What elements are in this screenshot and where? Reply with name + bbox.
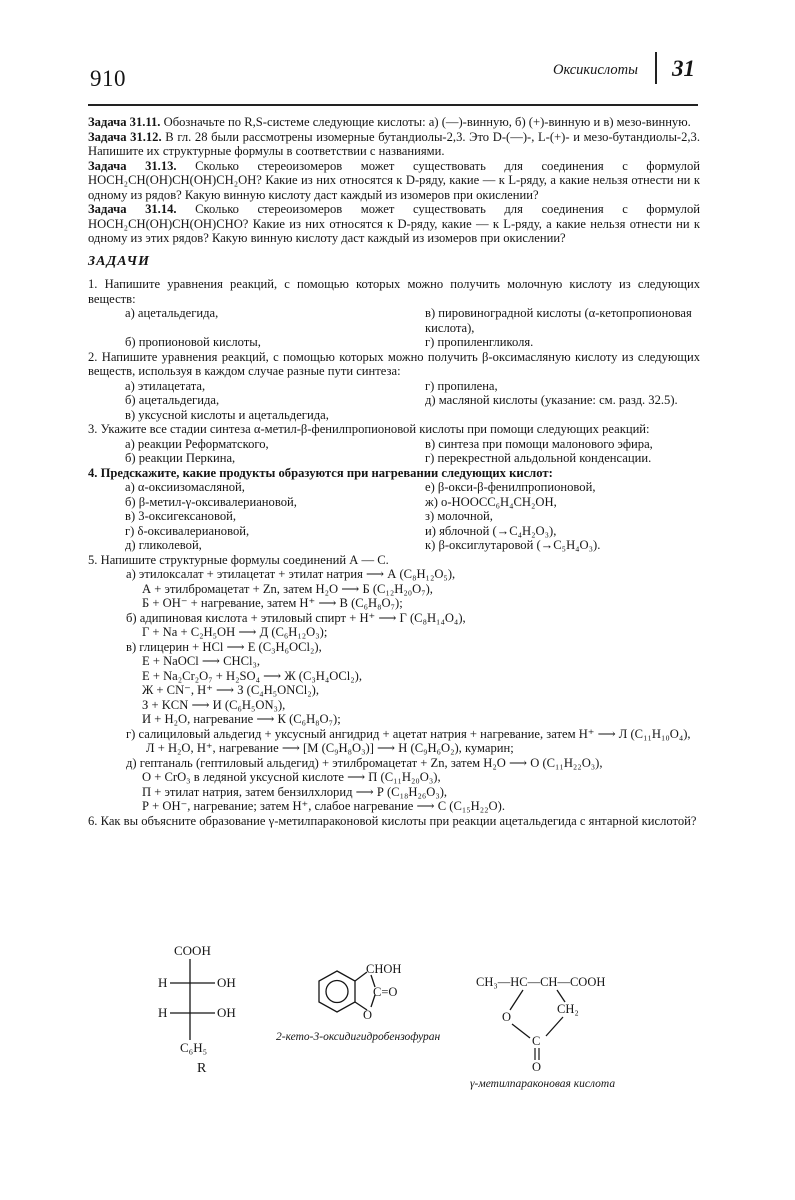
list-item: б) β-метил-γ-оксивалериановой, xyxy=(125,494,297,509)
list-item: д) масляной кислоты (указание: см. разд. 32.5). xyxy=(425,393,678,407)
exercise-2: 2. Напишите уравнения реакций, с помощью которых можно получить β-оксимасляную кислоту из следующих веществ, используя в каждом случае разные пути синтеза: xyxy=(88,349,700,378)
paraconic-top-chain: CH₃—HC—CH—COOH xyxy=(476,975,606,989)
reaction-line: O + CrO₃ в ледяной уксусной кислоте ⟶ П (C₁₁H₂₀O₃), xyxy=(142,770,441,784)
fischer-projection xyxy=(158,943,236,1076)
reaction-line: Р + OH⁻, нагревание; затем H⁺, слабое нагревание ⟶ С (C₁₅H₂₂O). xyxy=(142,799,505,813)
list-item: в) уксусной кислоты и ацетальдегида, xyxy=(125,407,329,422)
fischer-config-label: R xyxy=(197,1061,207,1076)
list-item: и) яблочной (→C₄H₂O₃), xyxy=(425,523,557,538)
list-item: г) перекрестной альдольной конденсации. xyxy=(425,451,652,465)
exercise-1-items xyxy=(125,306,700,350)
reaction-line: З + KCN ⟶ И (C₆H₅ON₃), xyxy=(142,697,286,712)
exercise-4: 4. Предскажите, какие продукты образуются при нагревании следующих кислот: xyxy=(88,465,553,480)
paraconic-carbonyl-o: O xyxy=(532,1060,542,1074)
reaction-line: г) салициловый альдегид + уксусный ангидрид + ацетат натрия + нагревание, затем H⁺ ⟶ Л (C₁₁H₁₀O₄), xyxy=(126,726,691,741)
list-item: к) β-оксиглутаровой (→C₅H₄O₃). xyxy=(425,538,601,552)
exercise-6: 6. Как вы объясните образование γ-метилпараконовой кислоты при реакции ацетальдегида с янтарной кислотой? xyxy=(88,813,697,828)
section-title: ЗАДАЧИ xyxy=(88,253,151,269)
problem-31-13: Задача 31.13. Сколько стереоизомеров может существовать для соединения с формулой HOCH₂CH(OH)CH(OH)CH₂OH? Какие из них относятся к D-ряду, какие — к L-ряду, а какие нельзя отнести ни к одному из рядов? Какую винную кислоту даст каждый из изомеров при окислении? xyxy=(88,158,701,202)
list-item: б) пропионовой кислоты, xyxy=(125,335,261,349)
fischer-top-label: COOH xyxy=(174,943,211,958)
page-body xyxy=(88,115,700,828)
reaction-line: Л + H₂O, H⁺, нагревание ⟶ [М (C₉H₈O₃)] ⟶ Н (C₉H₆O₂), кумарин; xyxy=(146,741,514,755)
running-title: Оксикислоты xyxy=(553,62,638,78)
list-item: а) этилацетата, xyxy=(125,378,206,393)
exercise-3: 3. Укажите все стадии синтеза α-метил-β-фенилпропионовой кислоты при помощи следующих реакций: xyxy=(88,422,650,436)
section-number: 31 xyxy=(672,56,695,81)
benzofuranone-labels xyxy=(276,962,441,1043)
ring-o-label: O xyxy=(363,1008,373,1022)
exercise-5: 5. Напишите структурные формулы соединений А — С. xyxy=(88,552,389,567)
list-item: г) δ-оксивалериановой, xyxy=(125,523,250,538)
fischer-h1-label: H xyxy=(158,975,168,990)
benzofuranone-caption: 2-кето-3-оксидигидробензофуран xyxy=(276,1031,441,1043)
problem-31-14: Задача 31.14. Сколько стереоизомеров может существовать для соединения с формулой HOCH₂CH(OH)CH(OH)CHO? Какие из них относятся к D-ряду, какие — к L-ряду, а какие нельзя отнести ни к одному из этих рядов? Какую винную кислоту даст каждый из изомеров при окислении? xyxy=(88,202,701,245)
fischer-oh1-label: OH xyxy=(217,975,236,990)
list-item: з) молочной, xyxy=(425,509,493,523)
problem-31-12: Задача 31.12. В гл. 28 были рассмотрены изомерные бутандиолы-2,3. Это D-(—)-, L-(+)- и мезо-бутандиолы-2,3. Напишите их структурные формулы в соответствии с названиями. xyxy=(88,129,700,158)
list-item: а) реакции Реформатского, xyxy=(125,436,269,451)
list-item: а) ацетальдегида, xyxy=(125,306,219,320)
paraconic-ring-o: O xyxy=(502,1010,512,1024)
paraconic-caption: γ-метилпараконовая кислота xyxy=(470,1078,616,1090)
fischer-h2-label: H xyxy=(158,1005,168,1020)
exercise-2-items xyxy=(125,379,700,423)
exercise-1: 1. Напишите уравнения реакций, с помощью которых можно получить молочную кислоту из следующих веществ: xyxy=(88,277,700,306)
page-number-left: 910 xyxy=(90,66,126,91)
list-item: д) гликолевой, xyxy=(125,538,202,552)
reaction-line: Б + OH⁻ + нагревание, затем H⁺ ⟶ В (C₆H₈O₇); xyxy=(142,596,403,610)
reaction-line: E + Na₂Cr₂O₇ + H₂SO₄ ⟶ Ж (C₃H₄OCl₂), xyxy=(142,668,362,683)
list-item xyxy=(425,408,715,423)
exercise-5-reactions xyxy=(126,567,700,814)
reaction-line: П + этилат натрия, затем бензилхлорид ⟶ Р (C₁₈H₂₆O₃), xyxy=(142,784,448,799)
list-item: е) β-окси-β-фенилпропионовой, xyxy=(425,480,596,494)
benzene-ring xyxy=(319,971,355,1012)
reaction-line: E + NaOCl ⟶ CHCl₃, xyxy=(142,654,261,668)
paraconic-ch2: CH₂ xyxy=(557,1002,579,1016)
list-item: в) 3-оксигексановой, xyxy=(125,509,237,523)
list-item: г) пропилена, xyxy=(425,378,498,393)
list-item: б) реакции Перкина, xyxy=(125,451,236,465)
list-item: в) пировиноградной кислоты (α-кетопропионовая кислота), xyxy=(425,306,692,335)
reaction-line: Г + Na + C₂H₅OH ⟶ Д (C₆H₁₂O₃); xyxy=(142,625,328,639)
exercise-3-items xyxy=(125,437,700,466)
reaction-line: б) адипиновая кислота + этиловый спирт + H⁺ ⟶ Г (C₈H₁₄O₄), xyxy=(126,610,466,625)
reaction-line: д) гептаналь (гептиловый альдегид) + этилбромацетат + Zn, затем H₂O ⟶ О (C₁₁H₂₂O₃), xyxy=(126,755,603,770)
list-item: в) синтеза при помощи малонового эфира, xyxy=(425,436,653,451)
list-item: ж) o-HOOCC₆H₄CH₂OH, xyxy=(425,494,557,509)
header-divider xyxy=(655,52,657,84)
list-item: а) α-оксиизомасляной, xyxy=(125,480,245,494)
fischer-oh2-label: OH xyxy=(217,1005,236,1020)
paraconic-structure xyxy=(476,975,605,1074)
list-item: г) пропиленгликоля. xyxy=(425,335,534,349)
reaction-line: а) этилоксалат + этилацетат + этилат натрия ⟶ А (C₈H₁₂O₅), xyxy=(126,567,456,581)
header-rule xyxy=(88,104,698,106)
benzofuranone-structure xyxy=(319,971,375,1012)
reaction-line: Ж + CN⁻, H⁺ ⟶ З (C₄H₅ONCl₂), xyxy=(142,683,319,697)
reaction-line: И + H₂O, нагревание ⟶ К (C₆H₈O₇); xyxy=(142,712,341,726)
paraconic-c: C xyxy=(532,1034,541,1048)
choh-label: CHOH xyxy=(366,962,402,976)
list-item: б) ацетальдегида, xyxy=(125,393,220,407)
co-label: C=O xyxy=(373,985,398,999)
aromatic-circle xyxy=(326,981,348,1003)
problem-31-11: Задача 31.11. Обозначьте по R,S-системе следующие кислоты: а) (—)-винную, б) (+)-винную и в) мезо-винную. xyxy=(88,115,691,129)
fischer-bottom-label: C₆H₅ xyxy=(180,1040,208,1055)
structure-figures xyxy=(0,940,795,1080)
exercise-4-items xyxy=(125,480,700,553)
reaction-line: А + этилбромацетат + Zn, затем H₂O ⟶ Б (C₁₂H₂₀O₇), xyxy=(142,581,433,596)
reaction-line: в) глицерин + HCl ⟶ Е (C₃H₆OCl₂), xyxy=(126,639,322,654)
